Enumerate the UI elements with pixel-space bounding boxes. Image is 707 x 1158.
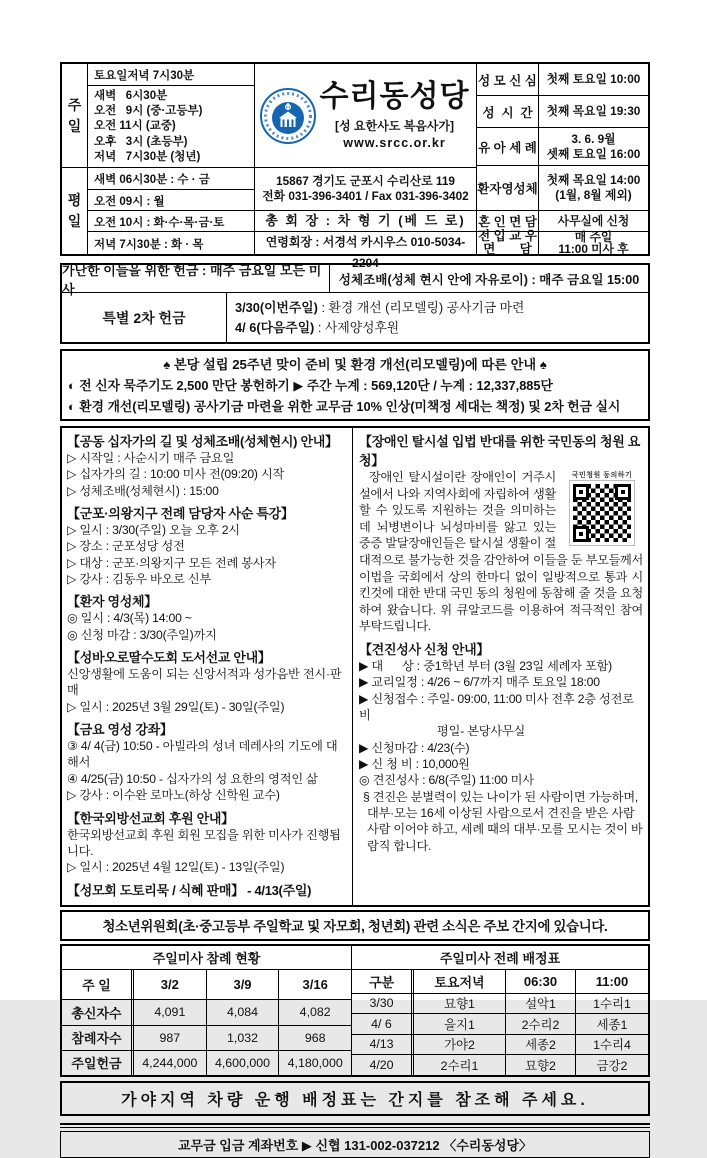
section-acorn-jelly-sale — [67, 880, 348, 899]
section-item: ▷ 십자가의 길 : 10:00 미사 전(09:20) 시작 — [67, 467, 285, 482]
church-logo-icon — [259, 87, 317, 145]
row-label: 주일헌금 — [62, 1051, 134, 1075]
info-row — [477, 64, 648, 96]
church-patron: [성 요한사도 복음사가] — [335, 119, 454, 134]
anniversary-line: ◐ 전 신자 묵주기도 2,500 만단 봉헌하기 ▶ 주간 누계 : 569,120단 / 누계 : 12,337,885단 — [68, 378, 553, 393]
section-item: ▶ 대 상 : 중1학년 부터 (3월 23일 세례자 포함) — [359, 658, 613, 673]
section-item: ◎ 견진성사 : 6/8(주일) 11:00 미사 — [359, 773, 534, 788]
sunday-time: 새벽 6시30분 — [94, 89, 168, 102]
info-value: 첫째 목요일 19:30 — [546, 104, 641, 119]
cell-value: 4,244,000 — [134, 1051, 207, 1075]
section-item: ▷ 강사 : 김동우 바오로 신부 — [67, 572, 212, 587]
section-title: 【공동 십자가의 길 및 성체조배(성체현시) 안내】 — [67, 434, 338, 449]
section-title: 【금요 영성 강좌】 — [67, 722, 173, 738]
cell-value: 1,032 — [207, 1026, 280, 1050]
cell-value: 세종1 — [596, 1017, 628, 1032]
info-value: 매 주일 11:00 미사 후 — [558, 229, 629, 256]
section-item: ④ 4/25(금) 10:50 - 십자가의 성 요한의 영적인 삶 — [67, 771, 318, 786]
row-label: 4/13 — [352, 1035, 414, 1055]
assignment-header: 06:30 — [506, 970, 576, 993]
row-label: 3/30 — [352, 994, 414, 1014]
section-item: ▷ 강사 : 이수완 로마노(하상 신학원 교수) — [67, 788, 280, 803]
cell-value: 968 — [304, 1030, 326, 1045]
table-row — [352, 1055, 648, 1075]
section-title: 【군포·의왕지구 전례 담당자 사순 특강】 — [67, 506, 294, 522]
section-item: ▷ 일시 : 3/30(주일) 오늘 오후 2시 — [67, 523, 240, 538]
weekday-mass-time: 오전 09시 : 월 — [88, 190, 254, 211]
section-title: 【환자 영성체】 — [67, 594, 158, 610]
table-row — [352, 994, 648, 1015]
row-label: 총신자수 — [62, 1000, 134, 1025]
info-row — [477, 166, 648, 211]
saturday-mass-time: 토요일저녁 7시30분 — [88, 64, 254, 86]
info-value: 사무실에 신청 — [557, 213, 630, 228]
account-footer: 교무금 입금 계좌번호 ▶ 신협 131-002-037212 〈수리동성당〉 — [60, 1131, 650, 1158]
cell-value: 4,091 — [134, 1000, 207, 1025]
gaya-shuttle-banner: 가야지역 차량 운행 배정표는 간지를 참조해 주세요. — [60, 1081, 650, 1116]
section-item: ▷ 일시 : 2025년 4월 12일(토) - 13일(주일) — [67, 860, 285, 875]
section-item: 신앙생활에 도움이 되는 신앙서적과 성가음반 전시·판매 — [67, 667, 342, 698]
assignment-header: 11:00 — [595, 973, 629, 989]
cell-value: 4,600,000 — [207, 1051, 280, 1075]
info-row — [477, 228, 648, 256]
adoration-note: 성체조배(성체 현시 안에 자유로이) : 매주 금요일 15:00 — [338, 273, 640, 287]
attendance-header: 3/9 — [207, 970, 280, 999]
cell-value: 987 — [134, 1026, 207, 1050]
assignment-header: 토요저녁 — [414, 970, 506, 993]
section-item: ▷ 장소 : 군포성당 성전 — [67, 539, 185, 554]
row-label: 참례자수 — [62, 1026, 134, 1050]
sunday-time: 오전 11시 (교중) — [94, 120, 176, 133]
section-item: § 견진은 분별력이 있는 나이가 된 사람이면 가능하며, 대부·모는 16세 이상된 사람으로서 견진을 받은 사람 사람 이어야 하고, 세례 때의 대부·모를 모시는 것이 바람직 합니다. — [363, 789, 643, 853]
attendance-title: 주일미사 참례 현황 — [62, 946, 351, 970]
cell-value: 묘향1 — [414, 994, 506, 1014]
masthead-table — [60, 62, 650, 270]
announcements-section — [60, 426, 650, 907]
sunday-time: 오후 3시 (초등부) — [94, 135, 188, 148]
cell-value: 4,180,000 — [287, 1055, 343, 1070]
cell-value: 세종2 — [506, 1035, 576, 1055]
announcements-right-column — [353, 428, 648, 905]
weekday-mass-time: 오전 10시 : 화·수·목·금·토 — [88, 211, 254, 232]
qr-block — [561, 470, 643, 545]
info-label: 환자영성체 — [477, 166, 539, 210]
mass-schedule-table — [62, 64, 255, 254]
section-item: 한국외방선교회 후원 회원 모집을 위한 미사가 진행됩니다. — [67, 827, 341, 858]
info-label: 전 입 교 우 면 담 — [477, 232, 539, 254]
section-item: ▶ 신청접수 : 주일- 09:00, 11:00 미사 전후 2층 성전로비 — [359, 691, 634, 722]
qr-code — [570, 481, 634, 545]
table-row — [352, 1035, 648, 1056]
info-label: 혼 인 면 담 — [477, 211, 539, 231]
info-label: 유 아 세 례 — [477, 128, 539, 165]
section-foreign-mission — [67, 808, 348, 876]
attendance-table — [62, 946, 352, 1075]
sunday-time: 저녁 7시30분 (청년) — [94, 150, 201, 163]
cell-value: 묘향2 — [506, 1055, 576, 1075]
president-row: 총 회 장 : 차 형 기 (베 드 로) — [255, 211, 476, 232]
info-value: 3. 6. 9월 셋째 토요일 16:00 — [546, 131, 641, 161]
cell-value: 4,084 — [207, 1000, 280, 1025]
anniversary-notice — [60, 349, 650, 421]
weekday-label: 평일 — [67, 192, 82, 229]
assignment-table — [352, 946, 648, 1075]
section-item: ▷ 대상 : 군포·의왕지구 모든 전례 봉사자 — [67, 555, 276, 570]
section-sick-communion — [67, 591, 348, 643]
section-item: ◎ 신청 마감 : 3/30(주일)까지 — [67, 627, 217, 642]
stats-tables — [60, 944, 650, 1077]
poor-offering-note: 가난한 이들을 위한 헌금 : 매주 금요일 모든 미사 — [62, 265, 330, 292]
weekday-mass-time: 저녁 7시30분 : 화 · 목 — [94, 238, 204, 251]
anniversary-title: ♠ 본당 설립 25주년 맞이 준비 및 환경 개선(리모델링)에 따른 안내 ♠ — [163, 357, 547, 372]
cell-value: 을지1 — [414, 1014, 506, 1034]
announcements-left-column — [62, 428, 353, 905]
youth-committee-banner: 청소년위원회(초·중고등부 주일학교 및 자모회, 청년회) 관련 소식은 주보 간지에 있습니다. — [60, 910, 650, 941]
cell-value: 가야2 — [414, 1035, 506, 1055]
section-lent-lecture — [67, 503, 348, 587]
cell-value: 설악1 — [506, 994, 576, 1014]
special-offering-label: 특별 2차 헌금 — [62, 293, 227, 342]
attendance-header: 주 일 — [62, 970, 134, 999]
sunday-time: 오전 9시 (중·고등부) — [94, 105, 203, 118]
table-row — [62, 1026, 351, 1051]
cell-value: 1수리4 — [593, 1038, 631, 1053]
section-title: 【성바오로딸수도회 도서선교 안내】 — [67, 650, 271, 666]
row-label: 4/ 6 — [352, 1014, 414, 1034]
section-item: ▷ 일시 : 2025년 3월 29일(토) - 30일(주일) — [67, 699, 285, 714]
special-offering-line: 4/ 6(다음주일) : 사제양성후원 — [235, 319, 400, 335]
section-title: 【성모회 도토리묵 / 식혜 판매】 - 4/13(주일) — [67, 882, 312, 898]
sunday-label: 주일 — [62, 64, 87, 168]
section-item: ▶ 신청마감 : 4/23(수) — [359, 740, 470, 755]
info-table — [477, 64, 648, 254]
attendance-header: 3/16 — [302, 976, 328, 992]
section-item: ▶ 교리일정 : 4/26 ~ 6/7까지 매주 토요일 18:00 — [359, 675, 600, 690]
church-website: www.srcc.or.kr — [343, 136, 446, 151]
section-item: ▷ 시작일 : 사순시기 매주 금요일 — [67, 451, 235, 465]
section-title: 【장애인 탈시설 입법 반대를 위한 국민동의 청원 요청】 — [359, 434, 641, 468]
church-phone-fax: 전화 031-396-3401 / Fax 031-396-3402 — [262, 189, 469, 203]
section-title: 【견진성사 신청 안내】 — [359, 641, 490, 657]
section-item: ③ 4/ 4(금) 10:50 - 아빌라의 성녀 데레사의 기도에 대해서 — [67, 739, 338, 770]
cell-value: 1수리1 — [593, 997, 631, 1012]
sunday-mass-times — [88, 86, 254, 168]
table-row — [62, 1051, 351, 1075]
special-offering-line: 3/30(이번주일) : 환경 개선 (리모델링) 공사기금 마련 — [235, 299, 525, 315]
weekday-mass-time: 새벽 06시30분 : 수 · 금 — [88, 168, 254, 190]
assignment-header: 구분 — [352, 970, 414, 993]
petition-body: 장애인 탈시설이란 장애인이 거주시설에서 나와 지역사회에 자립하여 생활 할 수 있도록 지원하는 것을 의미하는데 뇌병변이나 뇌성마비를 앓고 있는 중증 발달장애인들은 탈시설 생활이 절대적으로 불가능한 것을 감안하여 이들을 둔 부모들께서 이법을 국회에서 상의 한마디 없이 일방적으로 통과 시킨것에 대한 반대 국민 동의 청원에 동참해 줄 것을 요청 하여 왔습니다. 위 큐알코드를 이용하여 적극적인 참여 부탁드립니다. — [359, 470, 643, 634]
info-row — [477, 128, 648, 166]
qr-caption: 국민청원 동의하기 — [571, 472, 633, 479]
section-item: ▷ 성체조배(성체현시) : 15:00 — [67, 483, 219, 498]
assignment-title: 주일미사 전례 배정표 — [352, 946, 648, 970]
info-value: 첫째 목요일 14:00 (1월, 8월 제외) — [546, 173, 641, 202]
cell-value: 2수리2 — [506, 1014, 576, 1034]
section-way-of-cross — [67, 431, 348, 499]
church-name: 수리동성당 — [319, 79, 470, 113]
info-label: 성 모 신 심 — [477, 64, 539, 95]
table-row — [62, 1000, 351, 1026]
section-item: ◎ 일시 : 4/3(목) 14:00 ~ — [67, 611, 192, 626]
cell-value: 4,082 — [299, 1005, 331, 1020]
section-item: ▶ 신 청 비 : 10,000원 — [359, 757, 470, 771]
memorial-chair-row: 연령회장 : 서경석 카시우스 010-5034-2204 — [265, 235, 466, 270]
cell-value: 금강2 — [596, 1058, 628, 1073]
offering-band — [60, 263, 650, 344]
section-item: 평일- 본당사무실 — [437, 724, 526, 739]
section-confirmation — [359, 639, 643, 854]
info-value: 첫째 토요일 10:00 — [546, 72, 641, 87]
section-book-mission — [67, 647, 348, 715]
section-friday-lecture — [67, 719, 348, 803]
attendance-header: 3/2 — [134, 970, 207, 999]
church-address: 15867 경기도 군포시 수리산로 119 — [276, 173, 455, 188]
table-row — [352, 1014, 648, 1035]
section-title: 【한국외방선교회 후원 안내】 — [67, 810, 234, 826]
double-rule — [60, 1123, 650, 1128]
cell-value: 2수리1 — [414, 1055, 506, 1075]
info-label: 성 시 간 — [477, 96, 539, 127]
info-row — [477, 96, 648, 128]
section-petition — [359, 431, 643, 635]
row-label: 4/20 — [352, 1055, 414, 1075]
anniversary-line: ◐ 환경 개선(리모델링) 공사기금 마련을 위한 교무금 10% 인상(미책정 세대는 책정) 및 2차 헌금 실시 — [68, 399, 621, 414]
